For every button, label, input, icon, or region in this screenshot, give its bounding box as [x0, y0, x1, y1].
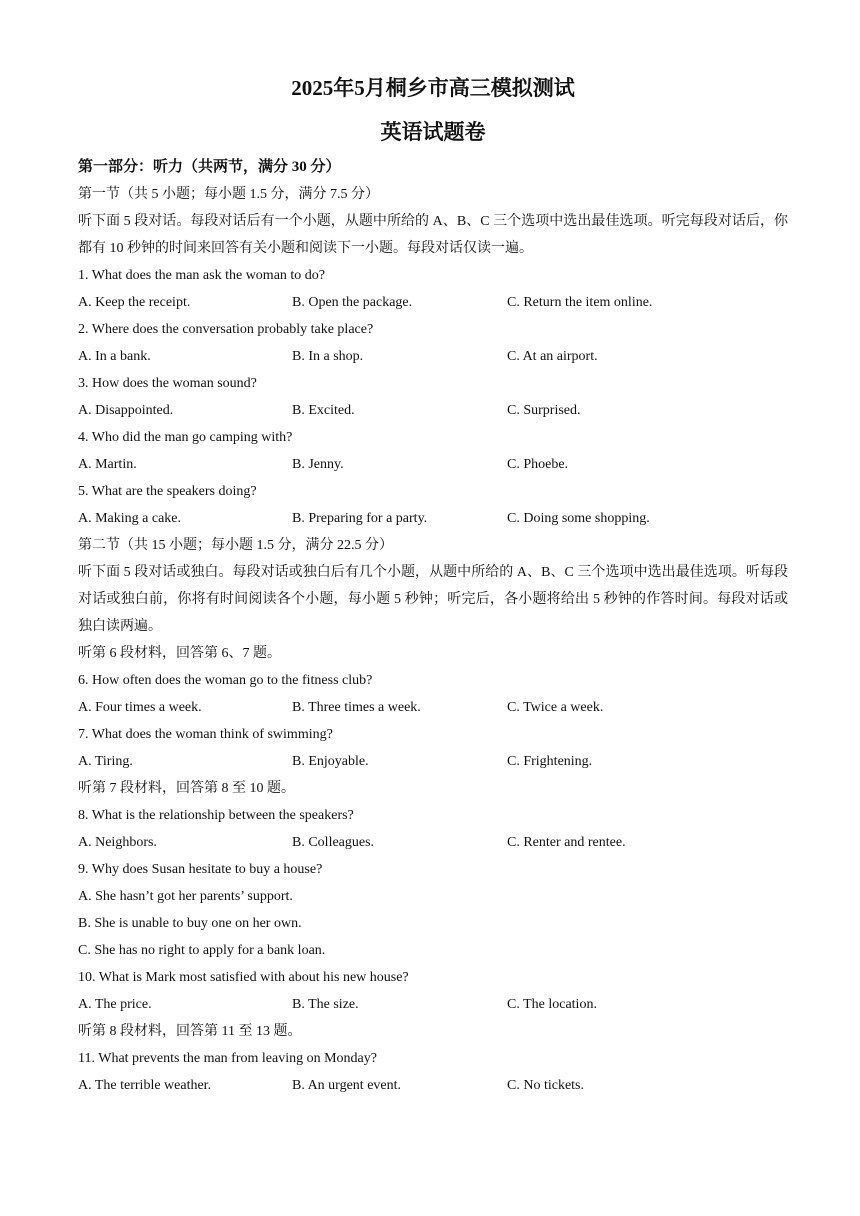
- question-options: [78, 829, 788, 856]
- material-instruction: 听第 6 段材料，回答第 6、7 题。: [78, 646, 281, 661]
- option-c: C. The location.: [507, 997, 597, 1012]
- question-stem: 8. What is the relationship between the speakers?: [78, 808, 354, 823]
- option-c: C. At an airport.: [507, 349, 598, 364]
- option-b: B. She is unable to buy one on her own.: [78, 916, 302, 931]
- option-a: A. Four times a week.: [78, 700, 202, 715]
- question-stem: 4. Who did the man go camping with?: [78, 430, 293, 445]
- question-stem: 10. What is Mark most satisfied with about his new house?: [78, 970, 409, 985]
- option-c: C. Surprised.: [507, 403, 581, 418]
- option-a: A. Neighbors.: [78, 835, 157, 850]
- question-stem: 5. What are the speakers doing?: [78, 484, 257, 499]
- option-a: A. Making a cake.: [78, 511, 182, 526]
- question-stem: 2. Where does the conversation probably take place?: [78, 322, 374, 337]
- section2-heading: 第二节（共 15 小题；每小题 1.5 分，满分 22.5 分）: [78, 538, 393, 553]
- section2-instructions: 听下面 5 段对话或独白。每段对话或独白后有几个小题，从题中所给的 A、B、C 三个选项中选出最佳选项。听每段对话或独白前，你将有时间阅读各个小题，每小题 5 秒钟；听完后，各小题将给出 5 秒钟的作答时间。每段对话或独白读两遍。: [78, 565, 788, 634]
- exam-subtitle: 英语试题卷: [380, 120, 486, 144]
- option-a: A. The price.: [78, 997, 152, 1012]
- option-b: B. Colleagues.: [292, 835, 375, 850]
- option-b: B. An urgent event.: [292, 1078, 402, 1093]
- option-a: A. Martin.: [78, 457, 137, 472]
- option-b: B. Open the package.: [292, 295, 413, 310]
- question-stem: 7. What does the woman think of swimming?: [78, 727, 333, 742]
- option-c: C. Renter and rentee.: [507, 835, 626, 850]
- material-instruction: 听第 8 段材料，回答第 11 至 13 题。: [78, 1024, 302, 1039]
- question-stem: 11. What prevents the man from leaving on Monday?: [78, 1051, 377, 1066]
- section1-instructions: 听下面 5 段对话。每段对话后有一个小题，从题中所给的 A、B、C 三个选项中选出最佳选项。听完每段对话后，你都有 10 秒钟的时间来回答有关小题和阅读下一小题。每段对话仅读一遍。: [78, 214, 788, 256]
- question-stem: 6. How often does the woman go to the fitness club?: [78, 673, 373, 688]
- section1-heading: 第一节（共 5 小题；每小题 1.5 分，满分 7.5 分）: [78, 187, 379, 202]
- option-c: C. Phoebe.: [507, 457, 569, 472]
- option-a: A. The terrible weather.: [78, 1078, 212, 1093]
- question-options: [78, 289, 788, 316]
- question-options: [78, 1072, 788, 1099]
- option-a: A. Disappointed.: [78, 403, 174, 418]
- question-options: [78, 451, 788, 478]
- option-b: B. Jenny.: [292, 457, 344, 472]
- option-a: A. She hasn’t got her parents’ support.: [78, 889, 293, 904]
- question-options: [78, 343, 788, 370]
- option-a: A. In a bank.: [78, 349, 151, 364]
- question-options: [78, 505, 788, 532]
- question-options: [78, 397, 788, 424]
- question-stem: 3. How does the woman sound?: [78, 376, 257, 391]
- option-c: C. Return the item online.: [507, 295, 653, 310]
- option-b: B. Enjoyable.: [292, 754, 369, 769]
- option-b: B. In a shop.: [292, 349, 364, 364]
- material-instruction: 听第 7 段材料，回答第 8 至 10 题。: [78, 781, 295, 796]
- question-stem: 9. Why does Susan hesitate to buy a house?: [78, 862, 323, 877]
- question-options: [78, 694, 788, 721]
- exam-page: [78, 72, 788, 1099]
- option-b: B. Three times a week.: [292, 700, 421, 715]
- option-b: B. The size.: [292, 997, 359, 1012]
- part1-heading: 第一部分：听力（共两节，满分 30 分）: [78, 159, 341, 175]
- option-c: C. Twice a week.: [507, 700, 604, 715]
- question-options: [78, 991, 788, 1018]
- question-options: [78, 748, 788, 775]
- option-a: A. Keep the receipt.: [78, 295, 191, 310]
- option-b: B. Excited.: [292, 403, 355, 418]
- option-c: C. She has no right to apply for a bank loan.: [78, 943, 326, 958]
- option-c: C. No tickets.: [507, 1078, 584, 1093]
- question-stem: 1. What does the man ask the woman to do?: [78, 268, 326, 283]
- option-c: C. Doing some shopping.: [507, 511, 650, 526]
- option-c: C. Frightening.: [507, 754, 593, 769]
- option-b: B. Preparing for a party.: [292, 511, 428, 526]
- option-a: A. Tiring.: [78, 754, 133, 769]
- exam-title: 2025年5月桐乡市高三模拟测试: [291, 76, 575, 100]
